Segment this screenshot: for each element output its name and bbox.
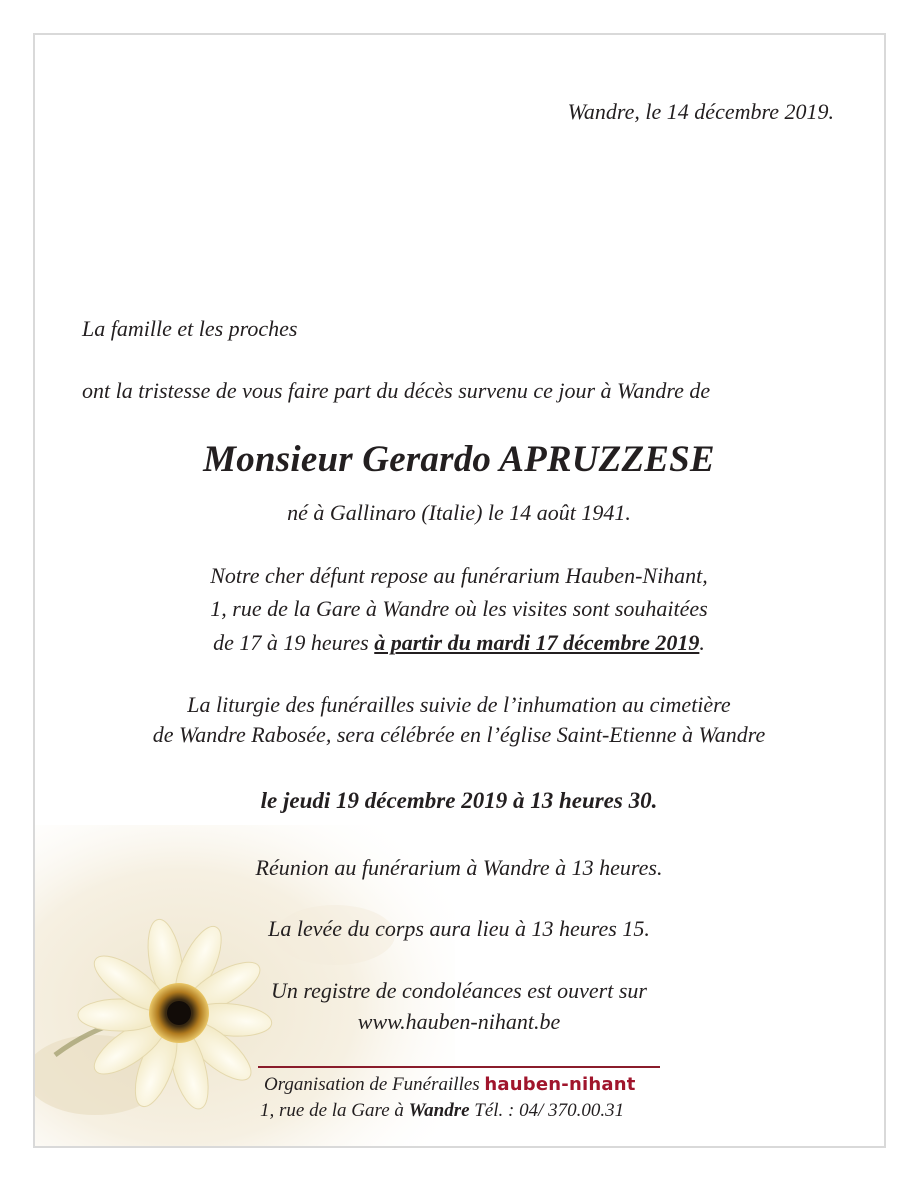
phone: Tél. : 04/ 370.00.31 [474, 1100, 625, 1121]
footer-divider [258, 1066, 660, 1068]
visit-hours: de 17 à 19 heures [213, 630, 375, 655]
footer-address [260, 1100, 624, 1122]
brand-logo: hauben-nihant [484, 1074, 636, 1095]
visit-line-2: 1, rue de la Gare à Wandre où les visites sont souhaitées [210, 596, 708, 621]
website-link[interactable]: www.hauben-nihant.be [357, 1009, 561, 1034]
registry-info: Un registre de condoléances est ouvert sur [271, 978, 647, 1003]
visit-line-3 [0, 630, 918, 656]
address-prefix: 1, rue de la Gare à [260, 1100, 404, 1121]
deceased-name: Monsieur Gerardo APRUZZESE [203, 439, 715, 480]
intro-announcement: ont la tristesse de vous faire part du décès survenu ce jour à Wandre de [82, 378, 711, 403]
org-label: Organisation de Funérailles [264, 1074, 480, 1095]
visit-start-date: à partir du mardi 17 décembre 2019 [374, 630, 700, 655]
levee-info: La levée du corps aura lieu à 13 heures 15. [268, 916, 650, 941]
birth-info: né à Gallinaro (Italie) le 14 août 1941. [287, 500, 631, 525]
visit-period: . [699, 630, 705, 655]
liturgy-line-2: de Wandre Rabosée, sera célébrée en l’église Saint-Etienne à Wandre [152, 722, 766, 747]
footer-org [264, 1074, 636, 1096]
place-date: Wandre, le 14 décembre 2019. [567, 99, 834, 124]
intro-family: La famille et les proches [82, 316, 298, 341]
meeting-info: Réunion au funérarium à Wandre à 13 heures. [255, 855, 663, 880]
liturgy-line-1: La liturgie des funérailles suivie de l’inhumation au cimetière [187, 692, 731, 717]
visit-line-1: Notre cher défunt repose au funérarium Hauben-Nihant, [210, 563, 708, 588]
address-city: Wandre [408, 1100, 470, 1121]
ceremony-datetime: le jeudi 19 décembre 2019 à 13 heures 30. [260, 788, 658, 813]
